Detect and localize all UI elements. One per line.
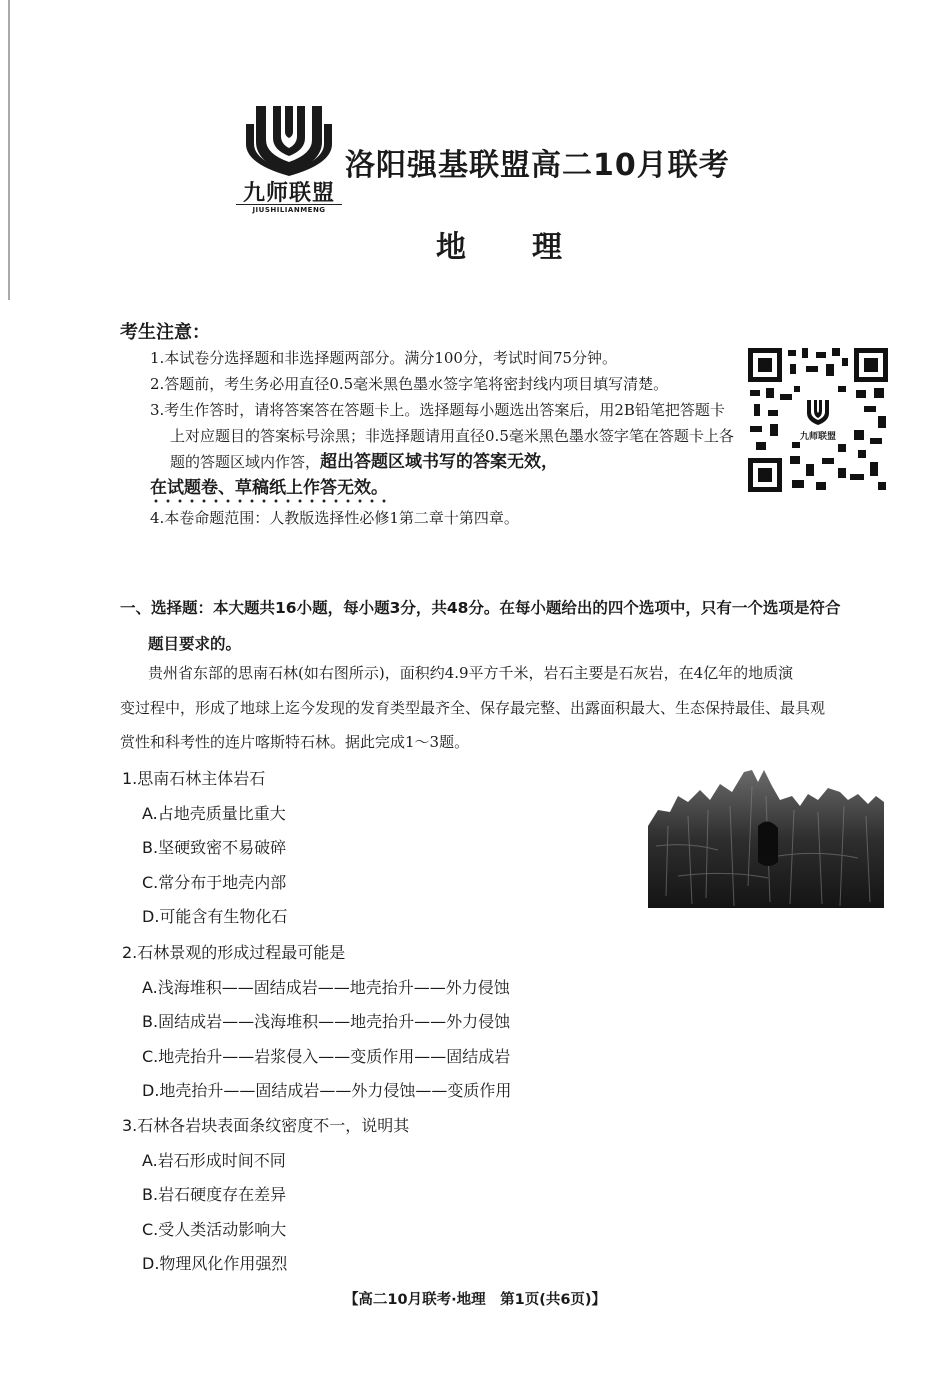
section-heading-line1: 一、选择题：本大题共16小题，每小题3分，共48分。在每小题给出的四个选项中，只有一个选项是符合 <box>120 599 841 617</box>
notice-item-3-emphasis-2 <box>150 475 735 501</box>
notice-list <box>150 345 735 531</box>
section-heading-line2: 题目要求的。 <box>148 635 242 653</box>
question-2-option-b: B.固结成岩——浅海堆积——地壳抬升——外力侵蚀 <box>142 1012 511 1031</box>
subject-title: 地理 <box>436 230 628 265</box>
question-3-option-b: B.岩石硬度存在差异 <box>142 1185 287 1204</box>
passage-line-1: 贵州省东部的思南石林(如右图所示)，面积约4.9平方千米，岩石主要是石灰岩，在4亿年的地质演 <box>148 664 794 682</box>
logo-name-en: JIUSHILIANMENG <box>236 204 342 214</box>
question-1-option-a: A.占地壳质量比重大 <box>142 804 286 823</box>
question-1-option-c: C.常分布于地壳内部 <box>142 873 287 892</box>
emphasis-dotted-text: 在试题卷、草稿纸上作答无效。 <box>150 478 388 504</box>
question-1-stem: 1.思南石林主体岩石 <box>122 769 266 788</box>
notice-heading: 考生注意： <box>120 322 210 343</box>
reading-passage <box>120 656 890 760</box>
question-2-option-a: A.浅海堆积——固结成岩——地壳抬升——外力侵蚀 <box>142 978 510 997</box>
question-1-option-d: D.可能含有生物化石 <box>142 907 288 926</box>
pen-nib-icon <box>236 102 342 176</box>
question-3-stem: 3.石林各岩块表面条纹密度不一，说明其 <box>122 1116 410 1135</box>
logo-name-cn: 九师联盟 <box>242 181 335 206</box>
stone-forest-photo <box>648 766 884 908</box>
notice-item-3-text: 3.考生作答时，请将答案答在答题卡上。选择题每小题选出答案后，用2B铅笔把答题卡上对应题目的答案标号涂黑；非选择题请用直径0.5毫米黑色墨水签字笔在答题卡上各题的答题区域内作答， <box>150 401 734 471</box>
question-1-option-b: B.坚硬致密不易破碎 <box>142 838 287 857</box>
passage-line-3: 赏性和科考性的连片喀斯特石林。据此完成1～3题。 <box>120 733 470 751</box>
notice-item-3-emphasis: 超出答题区域书写的答案无效， <box>320 452 559 472</box>
exam-title: 洛阳强基联盟高二10月联考 <box>345 148 730 183</box>
scan-edge-line <box>8 0 10 300</box>
notice-item-4: 4.本卷命题范围：人教版选择性必修1第二章十第四章。 <box>150 509 519 527</box>
question-3-option-d: D.物理风化作用强烈 <box>142 1254 288 1273</box>
page-footer: 【高二10月联考·地理 第1页(共6页)】 <box>343 1292 607 1308</box>
qr-code-icon <box>746 346 890 494</box>
question-3-option-a: A.岩石形成时间不同 <box>142 1151 286 1170</box>
passage-line-2: 变过程中，形成了地球上迄今发现的发育类型最齐全、保存最完整、出露面积最大、生态保持最佳、最具观 <box>120 698 826 717</box>
qr-logo-text: 九师联盟 <box>799 432 836 442</box>
question-2-option-d: D.地壳抬升——固结成岩——外力侵蚀——变质作用 <box>142 1081 512 1100</box>
question-2-option-c: C.地壳抬升——岩浆侵入——变质作用——固结成岩 <box>142 1047 511 1066</box>
section-heading <box>120 590 890 662</box>
question-2-stem: 2.石林景观的形成过程最可能是 <box>122 943 346 962</box>
jiushi-logo <box>236 102 342 214</box>
notice-item-1: 1.本试卷分选择题和非选择题两部分。满分100分，考试时间75分钟。 <box>150 349 618 367</box>
notice-item-2: 2.答题前，考生务必用直径0.5毫米黑色墨水签字笔将密封线内项目填写清楚。 <box>150 375 669 393</box>
notice-item-3 <box>150 397 735 475</box>
question-3-option-c: C.受人类活动影响大 <box>142 1220 287 1239</box>
